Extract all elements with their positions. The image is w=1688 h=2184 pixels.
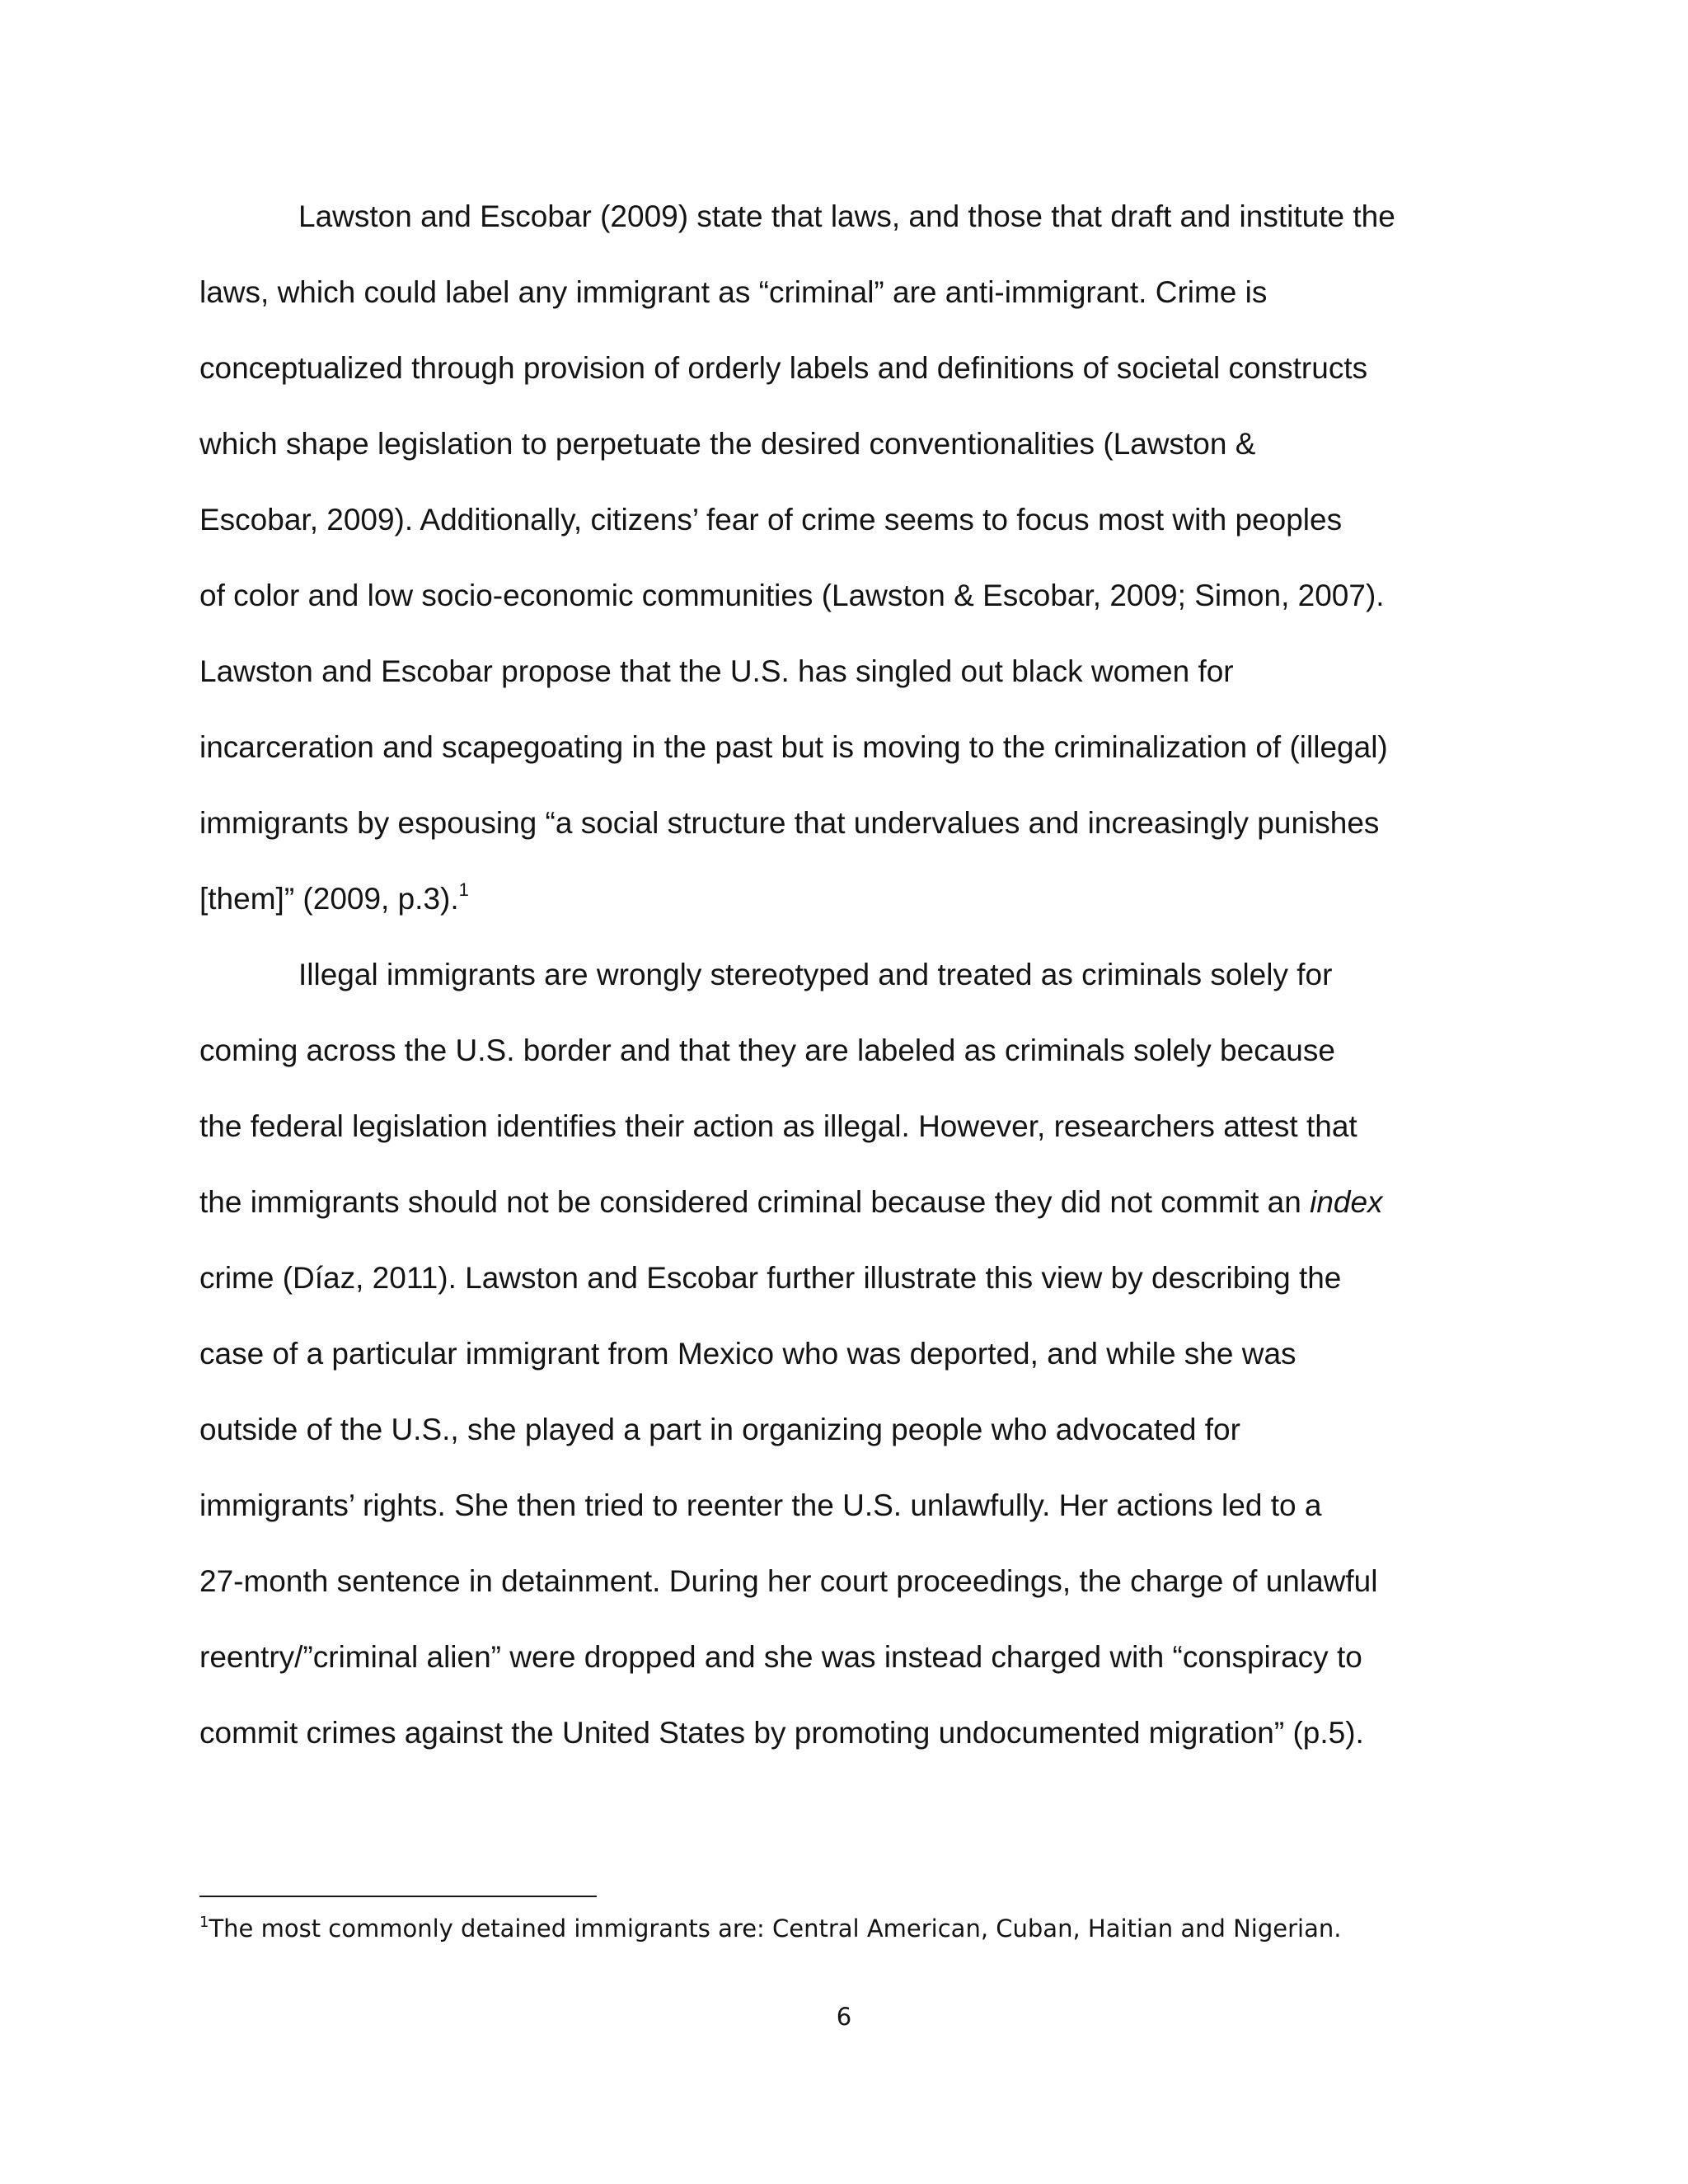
footnote-marker: 1	[199, 1914, 209, 1931]
paragraph-2-line-text: the immigrants should not be considered criminal because they did not commit an	[199, 1185, 1311, 1219]
paragraph-2-line-with-italic	[199, 1175, 1493, 1251]
paragraph-1-line: Lawston and Escobar propose that the U.S. has singled out black women for	[199, 654, 1234, 688]
footnote-separator	[199, 1896, 597, 1897]
paragraph-1-line: incarceration and scapegoating in the past but is moving to the criminalization of (illegal)	[199, 730, 1388, 764]
paragraph-2-line: reentry/”criminal alien” were dropped and she was instead charged with “conspiracy to	[199, 1640, 1362, 1674]
paragraph-2-line: 27-month sentence in detainment. During her court proceedings, the charge of unlawful	[199, 1564, 1378, 1598]
paragraph-2-line: coming across the U.S. border and that they are labeled as criminals solely because	[199, 1033, 1335, 1067]
footnote-reference: 1	[458, 879, 469, 900]
paragraph-2-line: commit crimes against the United States by promoting undocumented migration” (p.5).	[199, 1716, 1364, 1750]
paragraph-1-line: Lawston and Escobar (2009) state that laws, and those that draft and institute the	[298, 199, 1395, 233]
paragraph-2-line: crime (Díaz, 2011). Lawston and Escobar further illustrate this view by describing the	[199, 1261, 1342, 1295]
paragraph-1-line: Escobar, 2009). Additionally, citizens’ fear of crime seems to focus most with peoples	[199, 503, 1343, 537]
paragraph-1-line: laws, which could label any immigrant as “criminal” are anti-immigrant. Crime is	[199, 275, 1268, 309]
page-number: 6	[836, 2003, 852, 2031]
italic-term: index	[1310, 1185, 1383, 1219]
footnote-text: The most commonly detained immigrants are: Central American, Cuban, Haitian and Nigerian.	[209, 1915, 1342, 1943]
paragraph-1-line-text: [them]” (2009, p.3).	[199, 882, 459, 916]
paragraph-2-line: immigrants’ rights. She then tried to reenter the U.S. unlawfully. Her actions led to a	[199, 1488, 1322, 1522]
paragraph-1-line: of color and low socio-economic communities (Lawston & Escobar, 2009; Simon, 2007).	[199, 579, 1385, 612]
paragraph-2-line: case of a particular immigrant from Mexico who was deported, and while she was	[199, 1337, 1296, 1371]
paragraph-1-last-line	[199, 872, 1493, 948]
paragraph-2-line: outside of the U.S., she played a part in organizing people who advocated for	[199, 1413, 1240, 1446]
footnote	[199, 1910, 1518, 1947]
paragraph-2-line: the federal legislation identifies their action as illegal. However, researchers attest that	[199, 1109, 1357, 1143]
paragraph-1-line: immigrants by espousing “a social structure that undervalues and increasingly punishes	[199, 806, 1380, 840]
paragraph-1-line: conceptualized through provision of orderly labels and definitions of societal constructs	[199, 351, 1368, 385]
paragraph-2-line: Illegal immigrants are wrongly stereotyped and treated as criminals solely for	[298, 958, 1333, 991]
body-text	[199, 190, 1493, 1782]
paragraph-1-line: which shape legislation to perpetuate the desired conventionalities (Lawston &	[199, 427, 1256, 461]
